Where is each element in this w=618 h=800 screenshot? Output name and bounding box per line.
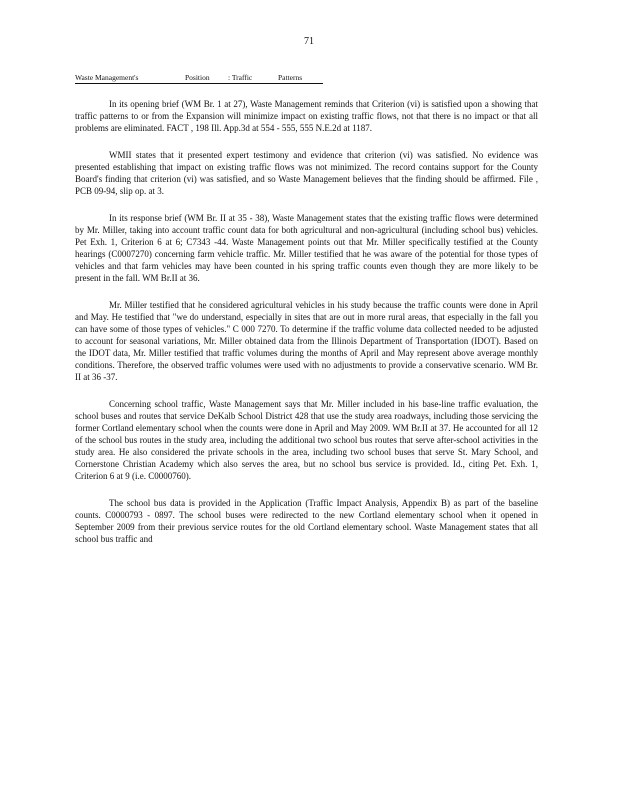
paragraph-3: In its response brief (WM Br. II at 35 - 38), Waste Management states that the existing traffic flows were determined by Mr. Miller, taking into account traffic count data for both agricultural and non-agricultural (including school bus) vehicles. Pet Exh. 1, Criterion 6 at 6; C7343 -44. Waste Management points out that Mr. Miller specifically testified at the County hearings (C0007270) concerning farm vehicle traffic. Mr. Miller testified that he was aware of the potential for those types of vehicles and that farm vehicles may have been counted in his spring traffic counts even though they are more likely to be present in the fall. WM Br.II at 36. bbox=[75, 212, 538, 284]
heading-part-2: Position bbox=[185, 73, 210, 82]
section-heading bbox=[75, 73, 323, 84]
heading-part-4: Patterns bbox=[278, 73, 303, 82]
page-number: 71 bbox=[304, 36, 314, 47]
paragraph-6: The school bus data is provided in the Application (Traffic Impact Analysis, Appendix B) as part of the baseline counts. C0000793 - 0897. The school buses were redirected to the new Cortland elementary school when it opened in September 2009 from their previous service routes for the old Cortland elementary school. Waste Management states that all school bus traffic and bbox=[75, 498, 538, 545]
document-body bbox=[75, 98, 538, 560]
heading-part-1: Waste Management's bbox=[75, 73, 139, 82]
paragraph-4: Mr. Miller testified that he considered agricultural vehicles in his study because the traffic counts were done in April and May. He testified that "we do understand, especially in sites that are out in more rural areas, that especially in the fall you can have some of those types of vehicles." C 000 7270. To determine if the traffic volume data collected needed to be adjusted to account for seasonal variations, Mr. Miller obtained data from the Illinois Department of Transportation (IDOT). Based on the IDOT data, Mr. Miller testified that traffic volumes during the months of April and May represent above average monthly conditions. Therefore, the observed traffic volumes were used with no adjustments to provide a conservative scenario. WM Br. II at 36 -37. bbox=[75, 299, 538, 383]
heading-part-3: : Traffic bbox=[228, 73, 253, 82]
paragraph-2: WMII states that it presented expert testimony and evidence that criterion (vi) was satisfied. No evidence was presented establishing that impact on existing traffic flows was not minimized. The record contains support for the County Board's finding that criterion (vi) was satisfied, and so Waste Management believes that the finding should be affirmed. File , PCB 09-94, slip op. at 3. bbox=[75, 149, 538, 197]
paragraph-5: Concerning school traffic, Waste Management says that Mr. Miller included in his base-line traffic evaluation, the school buses and routes that service DeKalb School District 428 that use the study area roadways, including those servicing the former Cortland elementary school when the counts were done in April and May 2009. WM Br.II at 37. He accounted for all 12 of the school bus routes in the study area, including the additional two school bus routes that serve after-school activities in the study area. He also considered the private schools in the area, including two school buses that serve St. Mary School, and Cornerstone Christian Academy which also serves the area, but no school bus service is provided. Id., citing Pet. Exh. 1, Criterion 6 at 9 (i.e. C0000760). bbox=[75, 398, 538, 482]
paragraph-1: In its opening brief (WM Br. 1 at 27), Waste Management reminds that Criterion (vi) is satisfied upon a showing that traffic patterns to or from the Expansion will minimize impact on existing traffic flows, not that there is no impact or that all problems are eliminated. FACT , 198 Ill. App.3d at 554 - 555, 555 N.E.2d at 1187. bbox=[75, 99, 538, 134]
